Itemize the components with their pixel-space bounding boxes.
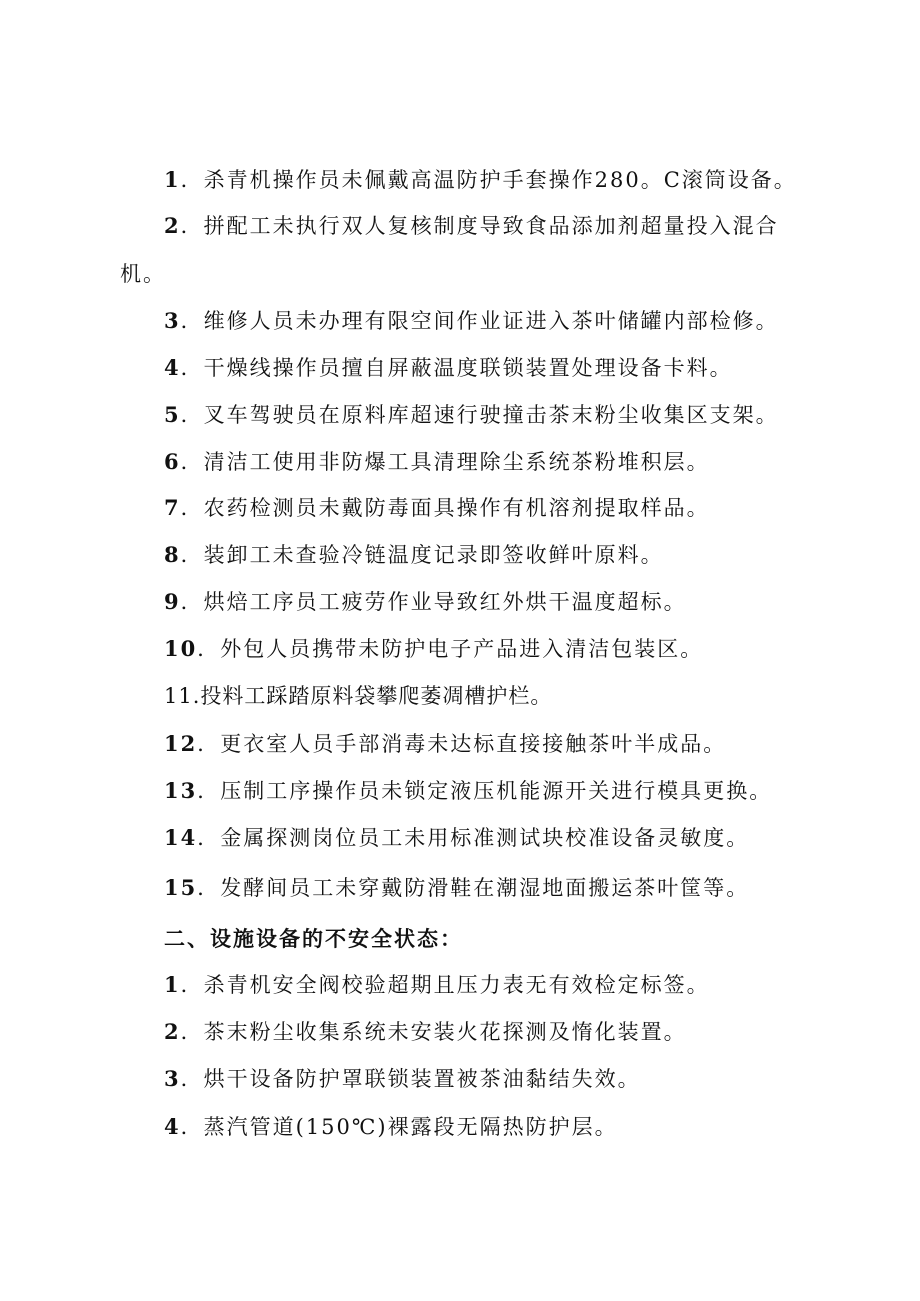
list-item [120,540,844,570]
item-number: 12 [164,731,198,756]
list-item [120,873,844,903]
item-text: ．装卸工未查验冷链温度记录即签收鲜叶原料。 [180,543,664,567]
item-text: ．压制工序操作员未锁定液压机能源开关进行模具更换。 [197,779,773,803]
item-text: ．发酵间员工未穿戴防滑鞋在潮湿地面搬运茶叶筐等。 [197,876,750,900]
item-number: 2 [164,213,181,238]
list-item [120,1064,844,1094]
item-text: ．维修人员未办理有限空间作业证进入茶叶储罐内部检修。 [180,309,779,333]
item-number: 13 [164,778,198,803]
item-number: 5 [164,402,181,427]
list-item [120,211,844,241]
item-text: ．蒸汽管道(150℃)裸露段无隔热防护层。 [180,1115,618,1139]
item-text: ．干燥线操作员擅自屏蔽温度联锁装置处理设备卡料。 [180,356,733,380]
item-text: ．茶末粉尘收集系统未安装火花探测及惰化装置。 [180,1020,687,1044]
item-text: ．烘焙工序员工疲劳作业导致红外烘干温度超标。 [180,590,687,614]
list-item [120,306,844,336]
list-item [120,823,844,853]
item-number: 7 [164,495,181,520]
item-number: 11. [164,684,201,708]
list-item [120,970,844,1000]
item-number: 8 [164,542,181,567]
item-text: ．烘干设备防护罩联锁装置被茶油黏结失效。 [180,1067,641,1091]
item-number: 4 [164,355,181,380]
item-text: ．清洁工使用非防爆工具清理除尘系统茶粉堆积层。 [180,450,710,474]
item-number: 3 [164,1066,181,1091]
item-text: ．更衣室人员手部消毒未达标直接接触茶叶半成品。 [197,732,727,756]
list-item [120,681,844,711]
list-item [120,634,844,664]
item-text: ．金属探测岗位员工未用标准测试块校准设备灵敏度。 [197,826,750,850]
item-number: 15 [164,875,198,900]
item-text: ．拼配工未执行双人复核制度导致食品添加剂超量投入混合 [180,214,779,238]
item-text: ．叉车驾驶员在原料库超速行驶撞击茶末粉尘收集区支架。 [180,403,779,427]
list-item [120,353,844,383]
item-text: ．杀青机操作员未佩戴高温防护手套操作280。C滚筒设备。 [180,168,797,192]
item-number: 14 [164,825,198,850]
list-item [120,776,844,806]
list-item [120,1017,844,1047]
list-item [120,400,844,430]
item-number: 4 [164,1114,181,1139]
item-number: 3 [164,308,181,333]
list-item [120,729,844,759]
list-item [120,1112,844,1142]
item-text: ．杀青机安全阀校验超期且压力表无有效检定标签。 [180,973,710,997]
list-item [120,587,844,617]
list-item [120,165,844,195]
item-number: 6 [164,449,181,474]
item-number: 1 [164,972,181,997]
item-number: 2 [164,1019,181,1044]
item-number: 1 [164,167,181,192]
item-text: ．农药检测员未戴防毒面具操作有机溶剂提取样品。 [180,496,710,520]
item-number: 9 [164,589,181,614]
list-item [120,493,844,523]
list-item-continuation: 机。 [120,262,166,286]
item-text: ．外包人员携带未防护电子产品进入清洁包装区。 [197,637,704,661]
section-heading: 二、设施设备的不安全状态： [164,927,463,951]
item-text: 投料工踩踏原料袋攀爬萎凋槽护栏。 [200,684,553,708]
item-number: 10 [164,636,198,661]
list-item [120,447,844,477]
